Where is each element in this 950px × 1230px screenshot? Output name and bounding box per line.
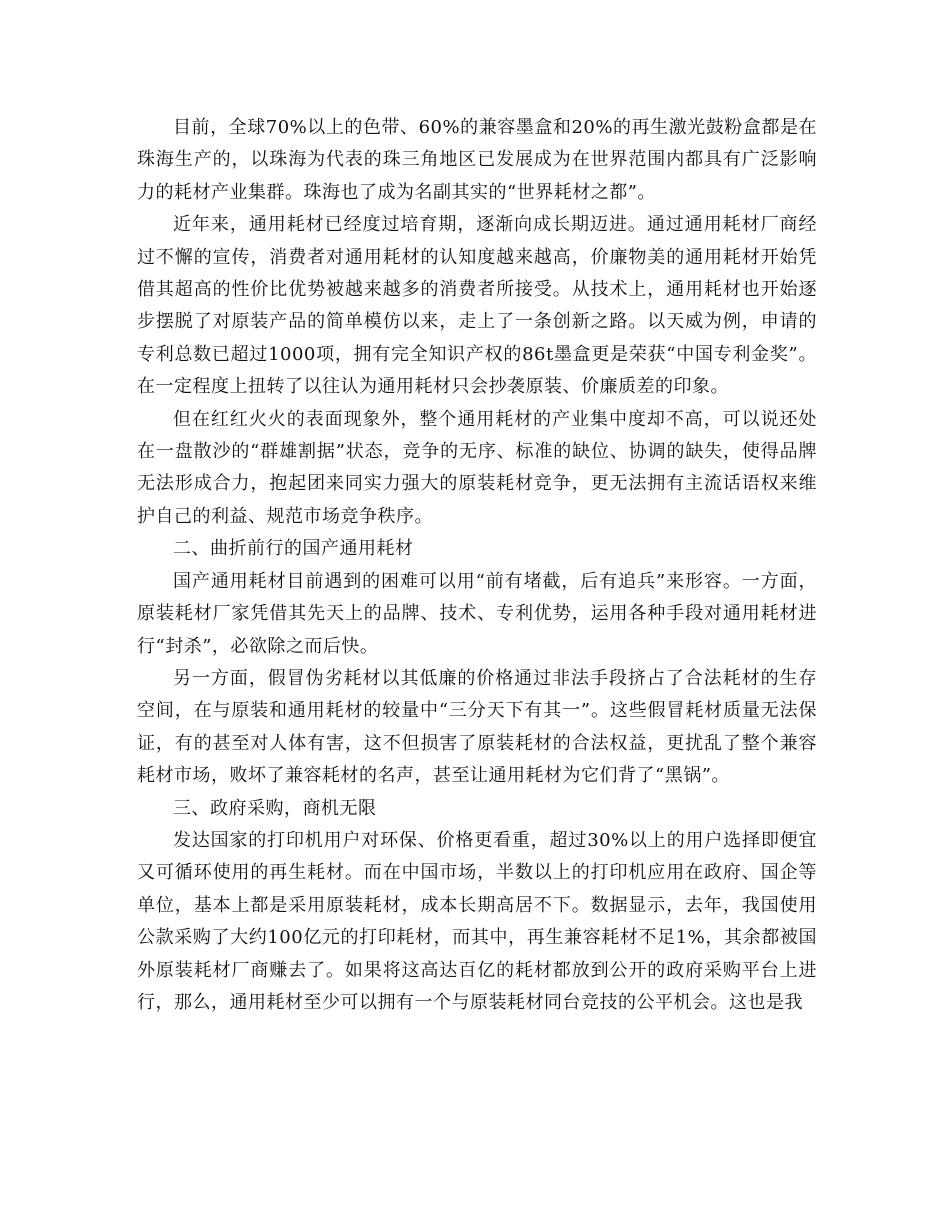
paragraph-procurement-opportunity: 发达国家的打印机用户对环保、价格更看重，超过30%以上的用户选择即便宜又可循环使用的再生耗材。而在中国市场，半数以上的打印机应用在政府、国企等单位，基本上都是采用原装耗材，成本长期高居不下。数据显示，去年，我国使用公款采购了大约100亿元的打印耗材，而其中，再生兼容耗材不足1%，其余都被国外原装耗材厂商赚去了。如果将这高达百亿的耗材都放到公开的政府采购平台上进行，那么，通用耗材至少可以拥有一个与原装耗材同台竞技的公平机会。这也是我 — [137, 829, 817, 1013]
paragraph-growth-stage: 近年来，通用耗材已经度过培育期，逐渐向成长期迈进。通过通用耗材厂商经过不懈的宣传，消费者对通用耗材的认知度越来越高，价廉物美的通用耗材开始凭借其超高的性价比优势被越来越多的消费者所接受。从技术上，通用耗材也开始逐步摆脱了对原装产品的简单模仿以来，走上了一条创新之路。以天威为例，申请的专利总数已超过1000项，拥有完全知识产权的86t墨盒更是荣获“中国专利金奖”。在一定程度上扭转了以往认为通用耗材只会抄袭原装、价廉质差的印象。 — [137, 214, 817, 398]
paragraph-industry-concentration: 但在红红火火的表面现象外，整个通用耗材的产业集中度却不高，可以说还处在一盘散沙的“群雄割据”状态，竞争的无序、标准的缺位、协调的缺失，使得品牌无法形成合力，抱起团来同实力强大的原装耗材竞争，更无法拥有主流话语权来维护自己的利益、规范市场竞争秩序。 — [137, 408, 817, 527]
document-body — [137, 112, 817, 1019]
section-heading-domestic-consumables: 二、曲折前行的国产通用耗材 — [173, 538, 414, 560]
paragraph-difficulties: 国产通用耗材目前遇到的困难可以用“前有堵截，后有追兵”来形容。一方面，原装耗材厂家凭借其先天上的品牌、技术、专利优势，运用各种手段对通用耗材进行“封杀”，必欲除之而后快。 — [137, 570, 817, 657]
section-heading-government-procurement: 三、政府采购，商机无限 — [173, 797, 377, 819]
paragraph-global-production: 目前，全球70%以上的色带、60%的兼容墨盒和20%的再生激光鼓粉盒都是在珠海生产的，以珠海为代表的珠三角地区已发展成为在世界范围内都具有广泛影响力的耗材产业集群。珠海也了成为名副其实的“世界耗材之都”。 — [137, 117, 817, 203]
paragraph-counterfeit: 另一方面，假冒伪劣耗材以其低廉的价格通过非法手段挤占了合法耗材的生存空间，在与原装和通用耗材的较量中“三分天下有其一”。这些假冒耗材质量无法保证，有的甚至对人体有害，这不但损害了原装耗材的合法权益，更扰乱了整个兼容耗材市场，败坏了兼容耗材的名声，甚至让通用耗材为它们背了“黑锅”。 — [137, 667, 817, 787]
